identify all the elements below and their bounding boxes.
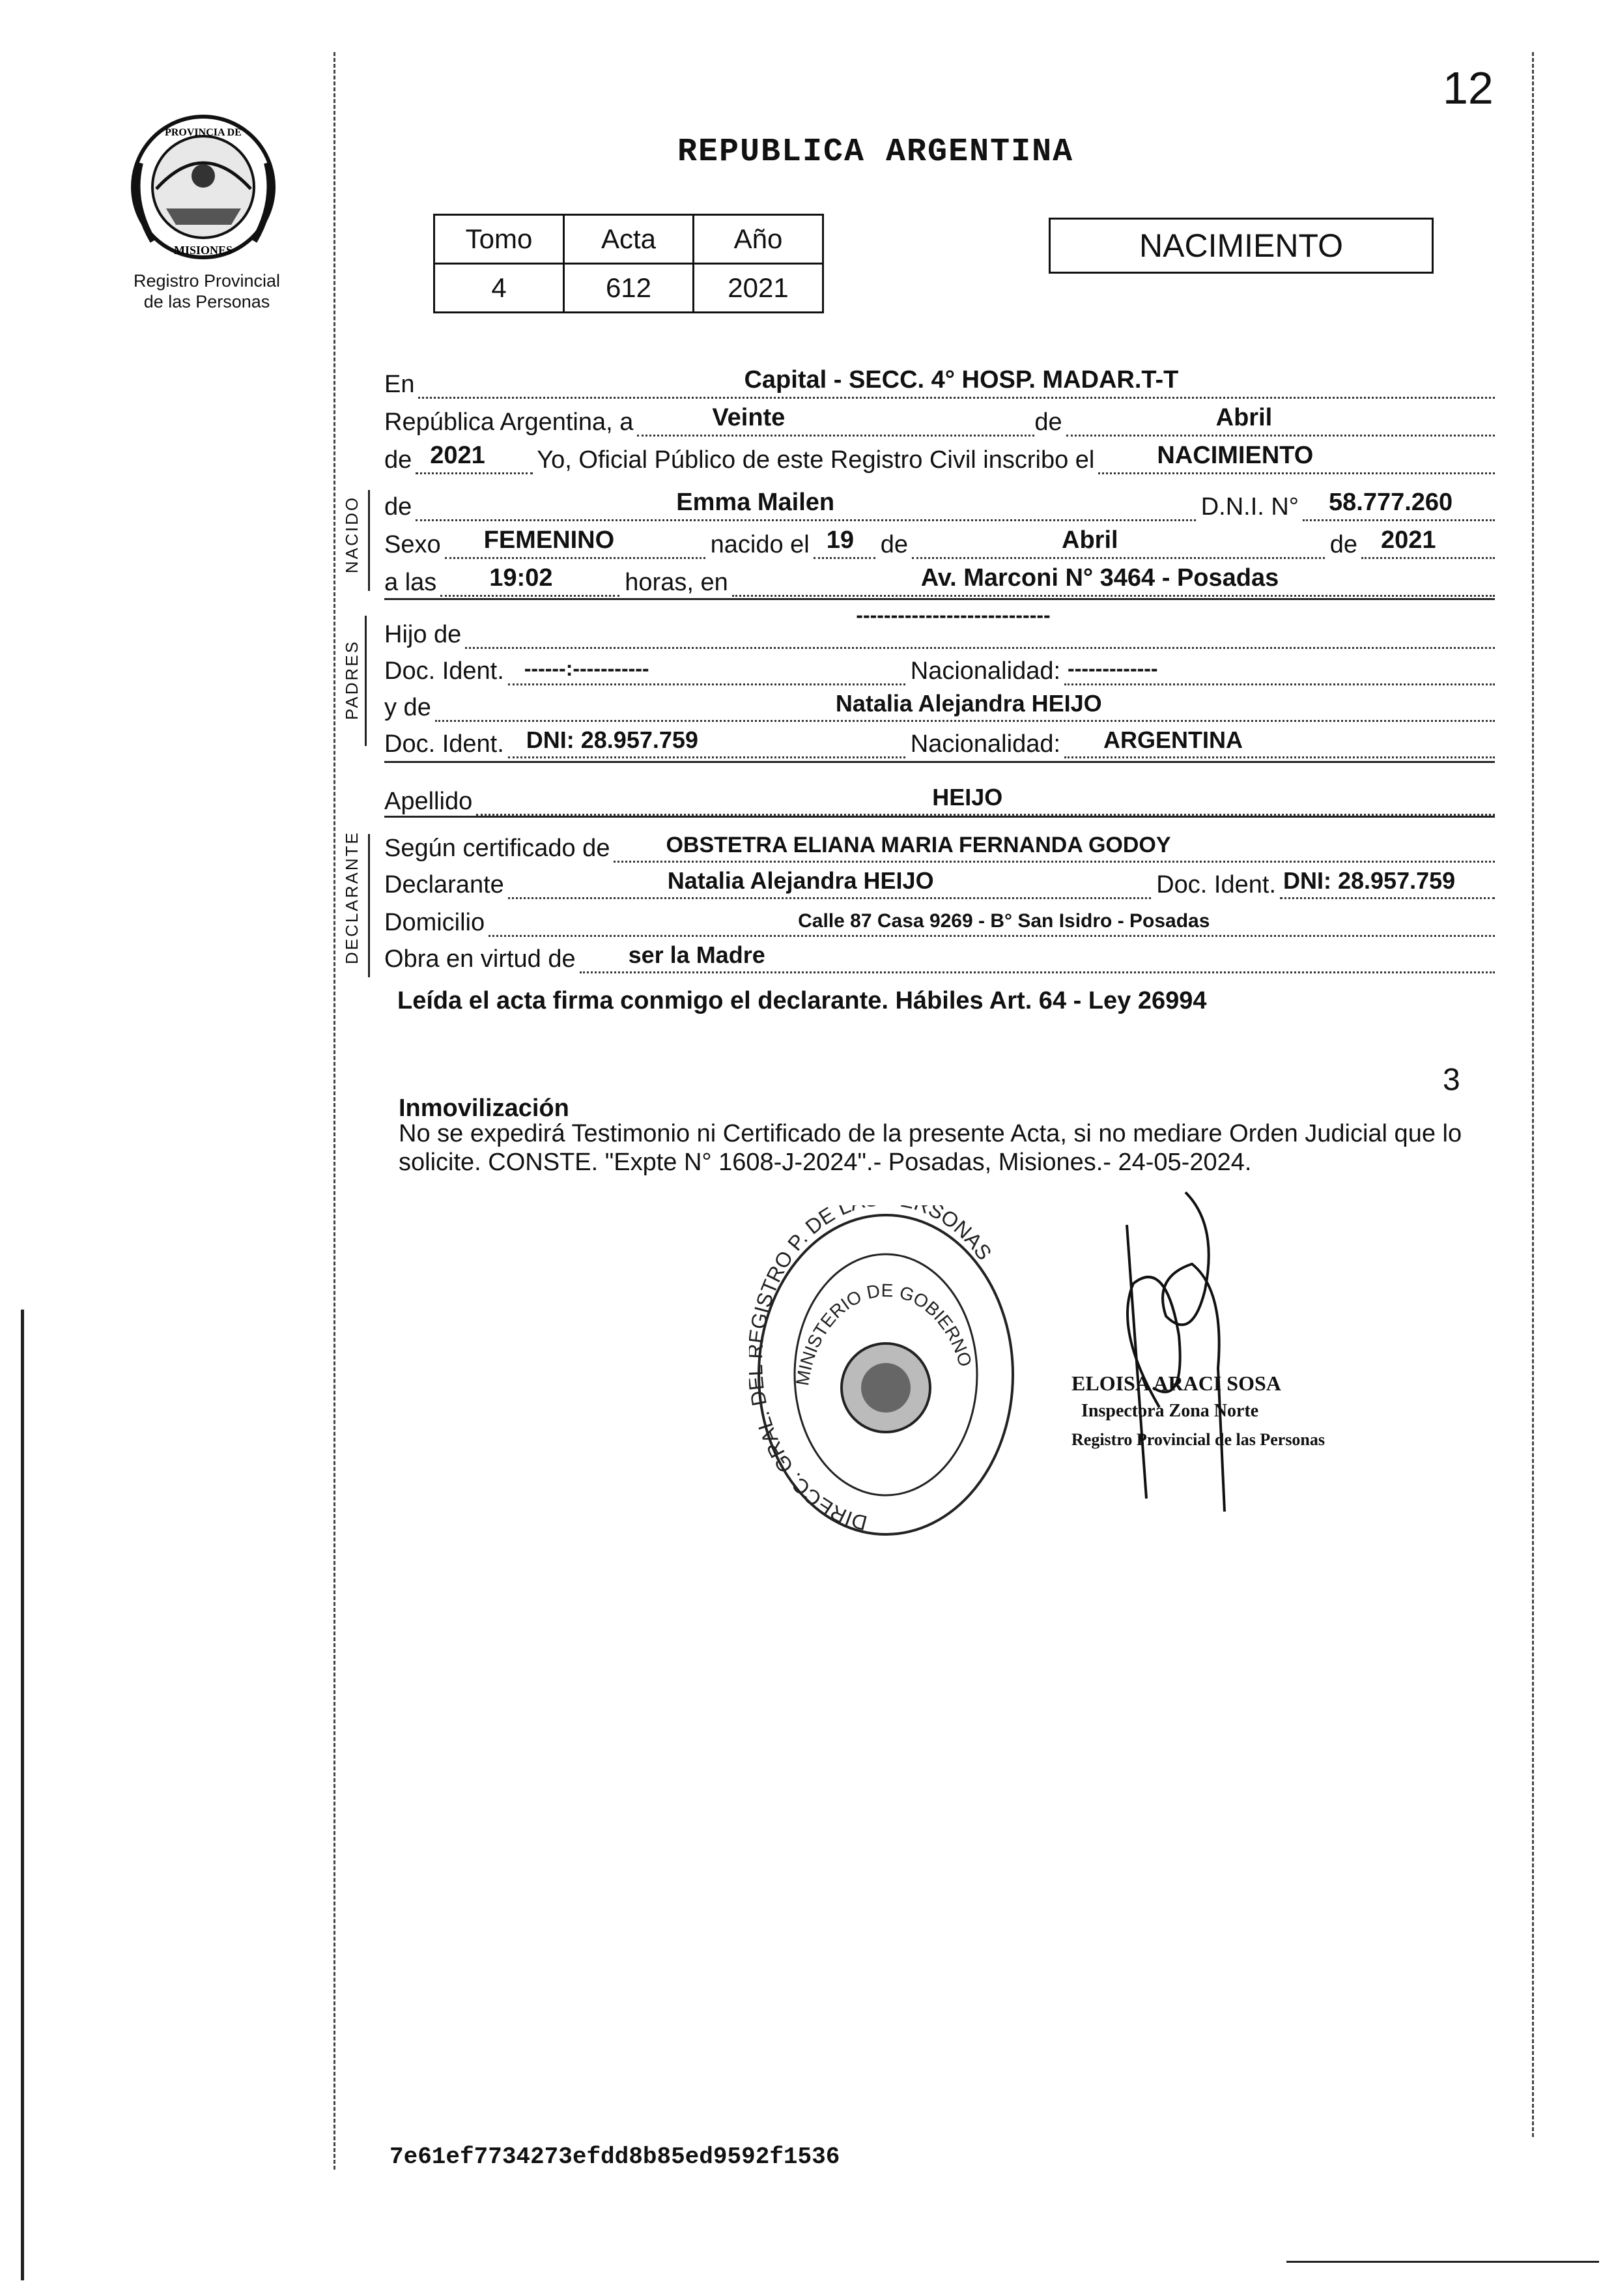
logo-caption: [114, 270, 300, 312]
signatory-name: ELOISA ARACI SOSA: [1071, 1371, 1281, 1395]
field-lugar-nacimiento: [732, 561, 1495, 597]
label-horas-en: horas, en: [625, 569, 728, 596]
label-yo-oficial: Yo, Oficial Público de este Registro Civil inscribo el: [537, 446, 1095, 474]
field-apellido: [476, 780, 1495, 816]
document-hash: 7e61ef7734273efdd8b85ed9592f1536: [390, 2144, 840, 2170]
value-dni: 58.777.260: [1329, 489, 1453, 516]
registry-value-anio: 2021: [694, 264, 823, 313]
row-nombre: [384, 487, 1495, 521]
registry-table: [433, 214, 824, 313]
field-obra: [580, 938, 1495, 973]
document-title: REPUBLICA ARGENTINA: [677, 134, 1074, 171]
logo-caption-line1: Registro Provincial: [133, 271, 281, 291]
value-nacimiento-mes: Abril: [1062, 526, 1118, 554]
label-apellido: Apellido: [384, 788, 473, 815]
inmovilizacion-title: Inmovilización: [399, 1095, 569, 1122]
label-de-mes: de: [1034, 409, 1062, 436]
field-nacionalidad-padre: [1064, 650, 1495, 685]
field-doc-declarante: [1280, 863, 1495, 899]
label-de-nombre: de: [384, 493, 412, 521]
divider-nacido: [384, 598, 1495, 600]
label-segun-certificado: Según certificado de: [384, 835, 610, 862]
field-nacimiento-mes: [912, 523, 1325, 559]
closing-note: Leída el acta firma conmigo el declarante. Hábiles Art. 64 - Ley 26994: [397, 987, 1207, 1014]
row-apellido: [384, 782, 1495, 816]
value-domicilio: Calle 87 Casa 9269 - B° San Isidro - Posadas: [798, 910, 1210, 932]
divider-padres: [384, 761, 1495, 763]
act-type-box: NACIMIENTO: [1049, 218, 1434, 274]
logo-text-bottom: MISIONES: [173, 244, 233, 257]
value-nacimiento-dia: 19: [826, 526, 855, 554]
value-obra: ser la Madre: [628, 941, 765, 968]
field-dia-letras: [637, 401, 1034, 437]
label-nacimiento-de-anio: de: [1329, 531, 1357, 558]
left-margin-line: [333, 52, 335, 2170]
stamp-inner-text: MINISTERIO DE GOBIERNO: [792, 1280, 976, 1387]
signatory-organization: Registro Provincial de las Personas: [1071, 1430, 1325, 1449]
label-sexo: Sexo: [384, 531, 441, 558]
row-hora-lugar: [384, 563, 1495, 597]
inmovilizacion-text: No se expedirá Testimonio ni Certificado de la presente Acta, si no mediare Orden Judicial que lo solicite. CONSTE. "Expte N° 1608-J-2024".- Posadas, Misiones.- 24-05-2024.: [399, 1120, 1462, 1176]
declarante-bracket: [368, 834, 370, 977]
row-certificado: [384, 829, 1495, 863]
field-tipo: [1098, 438, 1495, 474]
row-madre: [384, 688, 1495, 722]
field-nacimiento-anio: [1361, 523, 1495, 559]
field-madre: [435, 686, 1495, 722]
scan-bottom-mark: [1286, 2261, 1599, 2263]
field-hora: [440, 561, 619, 597]
registry-value-tomo: 4: [434, 264, 564, 313]
field-sexo: [445, 523, 705, 559]
field-doc-madre: [508, 723, 905, 758]
field-nacionalidad-madre: [1064, 723, 1495, 758]
row-doc-madre: [384, 725, 1495, 758]
registry-header-tomo: Tomo: [434, 215, 564, 264]
annotation-number: 3: [1443, 1063, 1460, 1097]
field-anio: [416, 438, 533, 474]
field-mes: [1066, 401, 1495, 437]
row-declarante: [384, 865, 1495, 899]
value-anio: 2021: [430, 442, 485, 469]
value-certificado: OBSTETRA ELIANA MARIA FERNANDA GODOY: [666, 833, 1171, 857]
label-declarante: Declarante: [384, 871, 504, 898]
label-domicilio: Domicilio: [384, 909, 485, 936]
row-doc-padre: [384, 652, 1495, 685]
nacido-bracket: [368, 490, 370, 591]
scan-edge-mark: [21, 1310, 24, 2280]
value-dia-letras: Veinte: [712, 404, 786, 431]
divider-apellido: [384, 816, 1495, 818]
field-padre: [465, 603, 1495, 649]
value-lugar-nacimiento: Av. Marconi N° 3464 - Posadas: [920, 564, 1279, 592]
label-nacionalidad-madre: Nacionalidad:: [910, 730, 1061, 758]
field-certificado: [614, 827, 1495, 863]
label-nacido-el: nacido el: [710, 531, 810, 558]
value-doc-padre: ------:-----------: [524, 657, 649, 680]
padres-bracket: [365, 616, 367, 746]
registry-value-acta: 612: [564, 264, 694, 313]
value-padre: ----------------------------: [856, 603, 1051, 627]
field-lugar: [418, 363, 1495, 399]
page-number: 12: [1443, 63, 1494, 113]
field-domicilio: [489, 901, 1495, 937]
row-domicilio: [384, 903, 1495, 937]
value-mes: Abril: [1215, 404, 1273, 431]
label-y-de: y de: [384, 694, 431, 721]
handwritten-signature: [1088, 1173, 1238, 1525]
registry-header-acta: Acta: [564, 215, 694, 264]
section-label-declarante: DECLARANTE: [342, 831, 361, 964]
row-lugar: [384, 365, 1495, 399]
row-fecha: [384, 403, 1495, 437]
value-madre: Natalia Alejandra HEIJO: [835, 690, 1102, 717]
value-nacionalidad-padre: -------------: [1068, 657, 1158, 680]
label-de-anio: de: [384, 446, 412, 474]
right-margin-line: [1532, 52, 1534, 2137]
label-obra-en-virtud: Obra en virtud de: [384, 945, 576, 973]
value-hora: 19:02: [489, 564, 553, 592]
field-declarante: [508, 863, 1151, 899]
label-nacimiento-de-mes: de: [880, 531, 909, 558]
label-doc-ident-declarante: Doc. Ident.: [1156, 871, 1276, 898]
value-apellido: HEIJO: [932, 784, 1003, 811]
field-dni: [1303, 485, 1495, 521]
row-obra: [384, 940, 1495, 973]
registry-header-anio: Año: [694, 215, 823, 264]
misiones-seal-logo: [127, 111, 280, 264]
field-nacimiento-dia: [814, 523, 875, 559]
label-hijo-de: Hijo de: [384, 621, 462, 648]
field-doc-padre: [508, 650, 905, 685]
section-label-nacido: NACIDO: [342, 495, 361, 573]
label-nacionalidad-padre: Nacionalidad:: [910, 657, 1061, 685]
value-doc-declarante: DNI: 28.957.759: [1283, 867, 1456, 894]
value-lugar: Capital - SECC. 4° HOSP. MADAR.T-T: [744, 366, 1179, 394]
row-padre: [384, 603, 1495, 649]
section-label-padres: PADRES: [342, 640, 361, 720]
value-doc-madre: DNI: 28.957.759: [526, 726, 698, 753]
label-en: En: [384, 371, 415, 398]
signatory-role: Inspectora Zona Norte: [1081, 1401, 1259, 1421]
label-doc-ident-madre: Doc. Ident.: [384, 730, 504, 758]
stamp-ring-text: DIRECC. GRAL. ISTRO P. DE L SONAS: [749, 1205, 997, 1536]
label-dni: D.N.I. N°: [1200, 493, 1299, 521]
label-a-las: a las: [384, 569, 437, 596]
logo-text-top: PROVINCIA DE: [165, 127, 242, 138]
value-declarante: Natalia Alejandra HEIJO: [667, 867, 934, 894]
value-tipo-inscripcion: NACIMIENTO: [1157, 442, 1314, 469]
label-republica: República Argentina, a: [384, 409, 634, 436]
row-inscripcion: [384, 440, 1495, 474]
value-nombre: Emma Mailen: [676, 489, 835, 516]
value-nacionalidad-madre: ARGENTINA: [1103, 726, 1243, 753]
field-nombre: [416, 485, 1195, 521]
label-doc-ident-padre: Doc. Ident.: [384, 657, 504, 685]
row-sexo: [384, 525, 1495, 559]
value-nacimiento-anio: 2021: [1381, 526, 1436, 554]
logo-caption-line2: de las Personas: [143, 292, 270, 311]
official-stamp: [749, 1205, 1023, 1544]
value-sexo: FEMENINO: [483, 526, 615, 554]
